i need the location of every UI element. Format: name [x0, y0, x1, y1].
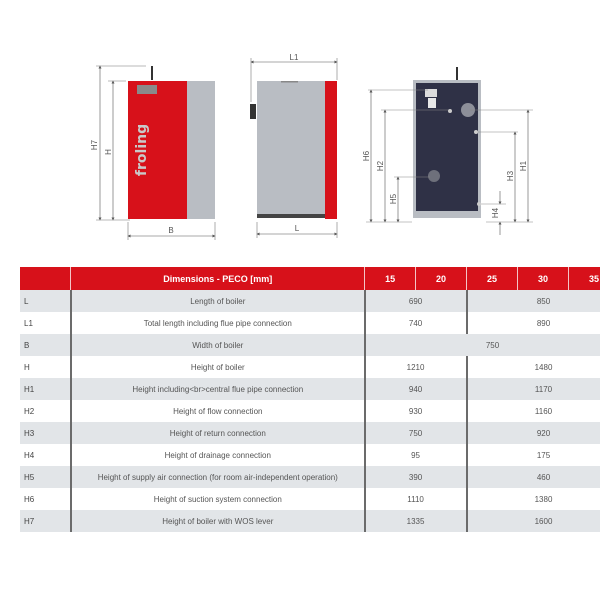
row-code: H6 [20, 488, 71, 510]
value-25-35: 1480 [467, 356, 600, 378]
value-15-20: 940 [365, 378, 467, 400]
value-15-20: 750 [365, 422, 467, 444]
row-code: H7 [20, 510, 71, 532]
value-25-35: 890 [467, 312, 600, 334]
header-model-25: 25 [467, 267, 518, 290]
row-code: B [20, 334, 71, 356]
table-row [20, 422, 600, 444]
row-description: Height of boiler with WOS lever [71, 510, 365, 532]
row-description: Length of boiler [71, 290, 365, 312]
technical-drawings [0, 0, 600, 250]
table-row [20, 444, 600, 466]
row-description: Width of boiler [71, 334, 365, 356]
rear-view [362, 67, 533, 235]
row-code: H2 [20, 400, 71, 422]
control-panel [137, 85, 157, 94]
value-25-35: 460 [467, 466, 600, 488]
dim-label-h4: H4 [491, 207, 500, 219]
value-15-20: 740 [365, 312, 467, 334]
dim-label-h5: H5 [389, 193, 398, 205]
table-row [20, 312, 600, 334]
dim-label-h2: H2 [376, 160, 385, 172]
value-25-35: 175 [467, 444, 600, 466]
table-row [20, 400, 600, 422]
row-description: Total length including flue pipe connection [71, 312, 365, 334]
row-description: Height of flow connection [71, 400, 365, 422]
dim-label-b: B [168, 226, 174, 235]
row-code: L1 [20, 312, 71, 334]
row-description: Height of boiler [71, 356, 365, 378]
side-view [250, 53, 337, 238]
dim-label-h: H [104, 149, 113, 155]
value-25-35: 850 [467, 290, 600, 312]
row-description: Height of suction system connection [71, 488, 365, 510]
table-row [20, 466, 600, 488]
dim-label-l1: L1 [289, 53, 299, 62]
table-row [20, 510, 600, 532]
table-title: Dimensions - PECO [mm] [71, 267, 365, 290]
table-header-row [20, 267, 600, 290]
row-description: Height of return connection [71, 422, 365, 444]
value-15-20: 1335 [365, 510, 467, 532]
value-15-20: 1110 [365, 488, 467, 510]
header-model-15: 15 [365, 267, 416, 290]
row-code: H5 [20, 466, 71, 488]
table-row [20, 290, 600, 312]
value-25-35: 1600 [467, 510, 600, 532]
dimensions-table [20, 267, 600, 532]
value-15-20: 690 [365, 290, 467, 312]
row-code: H4 [20, 444, 71, 466]
header-code-cell [20, 267, 71, 290]
table-row [20, 356, 600, 378]
value-15-20: 1210 [365, 356, 467, 378]
value-all-models: 750 [365, 334, 600, 356]
value-25-35: 1170 [467, 378, 600, 400]
value-15-20: 930 [365, 400, 467, 422]
dim-label-h7: H7 [90, 139, 99, 151]
header-model-35: 35 [568, 267, 600, 290]
table-row [20, 334, 600, 356]
value-25-35: 1160 [467, 400, 600, 422]
value-25-35: 1380 [467, 488, 600, 510]
row-description: Height including<br>central flue pipe connection [71, 378, 365, 400]
table-row [20, 378, 600, 400]
dim-label-h3: H3 [506, 170, 515, 182]
header-model-20: 20 [416, 267, 467, 290]
value-15-20: 390 [365, 466, 467, 488]
dim-label-h6: H6 [362, 150, 371, 162]
boiler-drawings [0, 0, 600, 250]
front-view [90, 66, 215, 240]
row-code: H3 [20, 422, 71, 444]
row-description: Height of supply air connection (for room air-independent operation) [71, 466, 365, 488]
row-code: L [20, 290, 71, 312]
header-model-30: 30 [518, 267, 569, 290]
flue-connection [250, 104, 256, 119]
row-code: H [20, 356, 71, 378]
value-15-20: 95 [365, 444, 467, 466]
row-description: Height of drainage connection [71, 444, 365, 466]
value-25-35: 920 [467, 422, 600, 444]
brand-logo: froling [134, 123, 150, 177]
table-row [20, 488, 600, 510]
row-code: H1 [20, 378, 71, 400]
wos-lever [151, 66, 153, 80]
dim-label-l: L [294, 224, 300, 233]
dim-label-h1: H1 [519, 160, 528, 172]
